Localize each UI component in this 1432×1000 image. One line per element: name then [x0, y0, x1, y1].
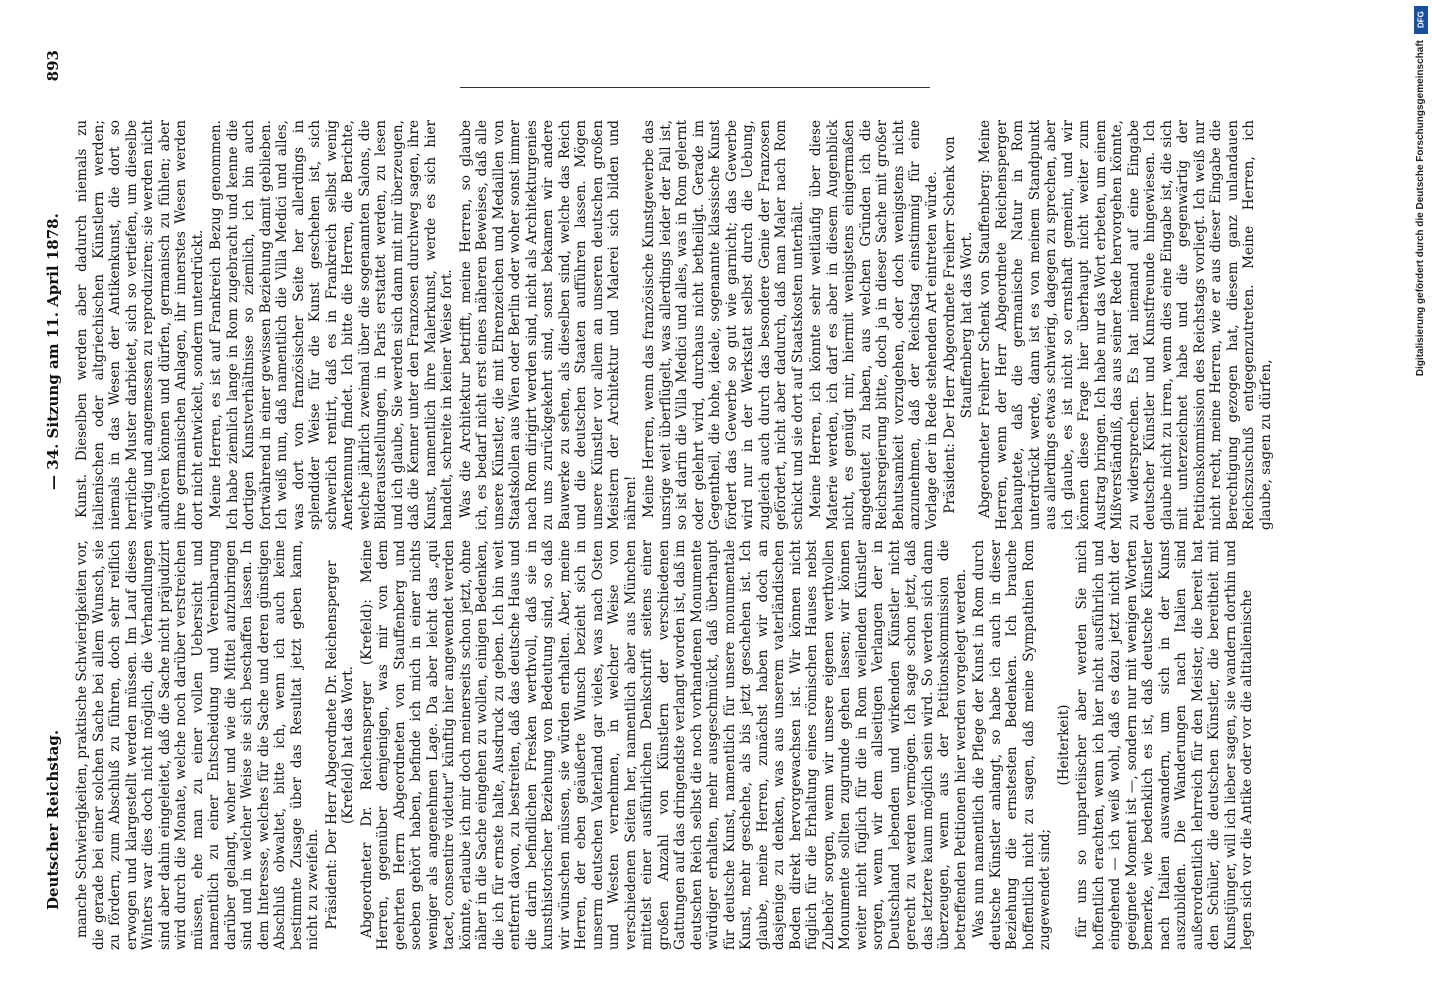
paragraph: Kunst. Dieselben werden aber dadurch niemals zu italienischen oder altgriechischen Künstlern werden; niemals in das Wesen der Antikenkunst, die dort so herrliche Muster darbietet, sich so vertiefen, um dieselbe würdig und angemessen zu reproduziren; sie werden nicht aufhören können und dürfen, germanisch zu fühlen; aber ihre germanischen Anlagen, ihr innerstes Wesen werden dort nicht entwickelt, sondern unterdrückt.	[74, 120, 206, 530]
header-publication: Deutscher Reichstag.	[44, 729, 62, 910]
paragraph: Meine Herren, wenn das französische Kunstgewerbe das unsrige weit überflügelt, was allerdings leider der Fall ist, so ist darin die Villa Medici und alles, was in Rom gelernt oder gelehrt wird, durchaus nicht betheiligt. Gerade im Gegentheil, die hohe, ideale, sogenannte klassische Kunst fördert das Gewerbe so gut wie garnicht; das Gewerbe wird nur in der Werkstatt selbst durch die Uebung, zugleich auch durch das besondere Genie der Franzosen gefördert, nicht aber dadurch, daß man Maler nach Rom schickt und sie dort auf Staatskosten unterhält.	[641, 120, 806, 530]
page-header	[40, 50, 68, 920]
rotated-page	[40, 40, 1420, 960]
dfg-logo: DFG	[1414, 6, 1428, 34]
page-number: 893	[44, 50, 62, 82]
text-column-right	[74, 120, 1274, 530]
interjection: (Heiterkeit)	[1055, 704, 1072, 786]
text-column-left	[74, 540, 1255, 950]
column-divider	[460, 87, 930, 88]
digitization-credit: Digitalisierung gefördert durch die Deutsche Forschungsgemeinschaft	[1415, 40, 1426, 377]
paragraph: Was nun namentlich die Pflege der Kunst in Rom durch deutsche Künstler anlangt, so habe ich auch in dieser Beziehung die ernstesten Bedenken. Ich brauche hoffentlich nicht zu sagen, daß meine Sympathien Rom zugewendet sind;	[971, 540, 1053, 950]
paragraph: für uns so unparteiischer aber werden Sie mich hoffentlich erachten, wenn ich hier nicht ausführlich und eingehend — ich weiß wohl, daß es dazu jetzt nicht der geeignete Moment ist —, sondern nur mit wenigen Worten bemerke, wie bedenklich es ist, daß deutsche Künstler nach Italien auswandern, um sich in der Kunst auszubilden. Die Wanderungen nach Italien sind außerordentlich lehrreich für den Meister, die bereit hat den Schüler, die deutschen Künstler, die bereitheit mit Kunstjünger, will ich lieber sagen, sie wandern dorthin und legen sich vor die Antike oder vor die altitalienische	[1074, 540, 1255, 950]
paragraph: Meine Herren, ich könnte sehr weitläufig über diese Materie werden, ich darf es aber in diesem Augenblick nicht, es genügt mir, hiermit wenigstens einigermaßen angedeutet zu haben, aus welchen Gründen ich die Reichsregierung bitte, doch ja in dieser Sache mit großer Behutsamkeit vorzugehen, oder doch wenigstens nicht anzunehmen, daß der Reichstag einstimmig für eine Vorlage der in Rede stehenden Art eintreten würde.	[808, 120, 940, 530]
paragraph: manche Schwierigkeiten, praktische Schwierigkeiten vor, die gerade bei einer solchen Sache bei allem Wunsch, sie zu fördern, zum Abschluß zu führen, doch sehr reiflich erwogen und klargestellt werden müssen. Im Lauf dieses Winters war dies doch nicht möglich, die Verhandlungen sind aber dahin eingeleitet, daß die Sache nicht präjudizirt wird durch die Monate, welche noch darüber verstreichen müssen, ehe man zu einer vollen Uebersicht und namentlich zu einer Entscheidung und Vereinbarung darüber gelangt, woher und wie die Mittel aufzubringen sind und in welcher Weise sie sich beschaffen lassen. In dem Interesse, welches für die Sache und deren günstigen Abschluß obwaltet, bitte ich, wenn ich auch keine bestimmte Zusage über das Resultat jetzt geben kann, nicht zu zweifeln.	[74, 540, 321, 950]
paragraph: Was die Architektur betrifft, meine Herren, so glaube ich, es bedarf nicht erst eines näheren Beweises, daß alle unsere Künstler, die mit Ehrenzeichen und Medaillen von Staatskollen aus Wien oder Berlin oder woher sonst immer nach Rom dirigirt werden sind, nicht als Architekturgenies zu uns zurückgekehrt sind, sonst bekamen wir andere Bauwerke zu sehen, als dieselben sind, welche das Reich und die deutschen Staaten aufführen lassen. Mögen unsere Künstler vor allem an unseren deutschen großen Meistern der Architektur und Malerei sich bilden und nähren!	[457, 120, 639, 530]
header-session: — 34. Sitzung am 11. April 1878.	[44, 213, 62, 490]
paragraph: Abgeordneter Freiherr Schenk von Stauffenberg: Meine Herren, wenn der Herr Abgeordnete Reichensperger behauptete, daß die germanische Natur in Rom unterdrückt werde, dann ist es von meinem Standpunkt aus allerdings etwas schwierig, dagegen zu sprechen, aber ich glaube, es ist nicht so ernsthaft gemeint, und wir können diese Frage hier überhaupt nicht weiter zum Austrag bringen. Ich habe nur das Wort erbeten, um einem Mißverständniß, das aus seiner Rede hervorgehen könnte, zu widersprechen. Es hat niemand auf eine Eingabe deutscher Künstler und Kunstfreunde hingewiesen. Ich glaube nicht zu irren, wenn dies eine Eingabe ist, die sich mit unterzeichnet habe und die gegenwärtig der Petitionskommission des Reichstags vorliegt. Ich weiß nur nicht recht, meine Herren, wie er aus dieser Eingabe die Berechtigung gezogen hat, diesem ganz unlandauen Reichszuschuß entgegenzutreten. Meine Herren, ich glaube, sagen zu dürfen,	[977, 120, 1274, 530]
paragraph: Meine Herren, es ist auf Frankreich Bezug genommen. Ich habe ziemlich lange in Rom zugebracht und kenne die dortigen Kunstverhältnisse so ziemlich, ich bin auch fortwährend in einer gewissen Beziehung damit geblieben. Ich weiß nun, daß namentlich die Villa Medici und alles, was dort von französischer Seite her allerdings in splendider Weise für die Kunst geschehen ist, sich schwerlich rentirt, daß es in Frankreich selbst wenig Anerkennung findet. Ich bitte die Herren, die Berichte, welche jährlich zweimal über die sogenannten Salons, die Bilderausstellungen, in Paris erstattet werden, zu lesen und ich glaube, Sie werden sich dann mit mir überzeugen, daß die Kenner unter den Franzosen durchweg sagen, ihre Kunst, namentlich ihre Malerkunst, werde es sich hier handelt, schreite in keiner Weise fort.	[208, 120, 455, 530]
paragraph: Abgeordneter Dr. Reichensperger (Krefeld): Meine Herren, gegenüber demjenigen, was mir von dem geehrten Herrn Abgeordneten von Stauffenberg und soeben gehört haben, befinde ich mich in einer nichts weniger als angenehmen Lage. Da aber leicht das „qui tacet, consentire videtur“ künftig hier angewendet werden könnte, erlaube ich mir doch meinerseits schon jetzt, ohne näher in die Sache eingehen zu wollen, einigen Bedenken, die ich für ernste halte, Ausdruck zu geben. Ich bin weit entfernt davon, zu bestreiten, daß das deutsche Haus und die darin befindlichen Fresken werthvoll, daß sie in kunsthistorischer Beziehung von Bedeutung sind, so daß wir wünschen müssen, sie würden erhalten. Aber, meine Herren, der eben geäußerte Wunsch bezieht sich in unserm deutschen Vaterland gar vieles, was nach Osten und Westen vernehmen, in welcher Weise von verschiedenen Seiten her, namentlich aber aus München mittelst einer ausführlichen Denkschrift seitens einer großen Anzahl von Künstlern der verschiedenen Gattungen auf das dringendste verlangt worden ist, daß im deutschen Reich selbst die noch vorhandenen Monumente würdiger erhalten, mehr ausgeschmückt, daß überhaupt für deutsche Kunst, namentlich für unsere monumentale Kunst, mehr geschehe, als bis jetzt geschehen ist. Ich glaube, meine Herren, zunächst haben wir doch an dasjenige zu denken, was aus unserem vaterländischen Boden direkt hervorgewachsen ist. Wir können nicht füglich für die Erhaltung eines römischen Hauses nebst Zubehör sorgen, wenn wir unsere eigenen werthvollen Monumente sollten zugrunde gehen lassen; wir können weiter nicht füglich für die in Rom weilenden Künstler sorgen, wenn wir dem allseitigen Verlangen der in Deutschland lebenden und wirkenden Künstler nicht gerecht zu werden vermögen. Ich sage schon jetzt, daß das letztere kaum möglich sein wird. So werden sich dann überzeugen, wenn aus der Petitionskommission die betreffenden Petitionen hier werden vorgelegt werden.	[358, 540, 969, 950]
speaker-intro: Präsident: Der Herr Abgeordnete Dr. Reichensperger (Krefeld) hat das Wort.	[323, 560, 356, 930]
speaker-intro: Präsident: Der Herr Abgeordnete Freiherr Schenk von Stauffenberg hat das Wort.	[942, 136, 975, 514]
